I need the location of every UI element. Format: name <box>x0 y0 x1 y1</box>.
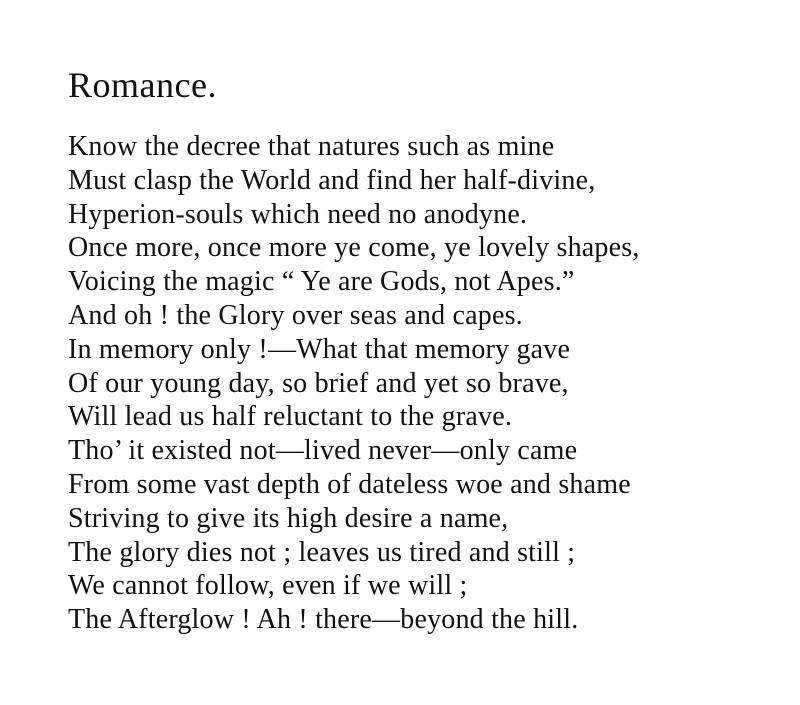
poem-line: Hyperion-souls which need no anodyne. <box>68 198 528 230</box>
poem-line: The glory dies not ; leaves us tired and still ; <box>68 536 576 568</box>
poem-line: From some vast depth of dateless woe and shame <box>68 468 631 500</box>
poem-line: Must clasp the World and find her half-divine, <box>68 164 596 196</box>
poem-line: In memory only !—What that memory gave <box>68 333 571 365</box>
poem-line: Will lead us half reluctant to the grave. <box>68 401 513 433</box>
poem-line: Once more, once more ye come, ye lovely shapes, <box>68 232 640 264</box>
poem-line: We cannot follow, even if we will ; <box>68 570 468 602</box>
poem-body <box>68 130 640 637</box>
poem-line: Of our young day, so brief and yet so brave, <box>68 367 569 399</box>
poem-line: Voicing the magic “ Ye are Gods, not Apes.” <box>68 266 575 298</box>
poem-title: Romance. <box>68 65 217 105</box>
poem-line: And oh ! the Glory over seas and capes. <box>68 299 523 331</box>
poem-line: Striving to give its high desire a name, <box>68 502 509 534</box>
poem-line: Know the decree that natures such as mine <box>68 131 555 162</box>
poem-line: The Afterglow ! Ah ! there—beyond the hill. <box>68 604 579 636</box>
poem-line: Tho’ it existed not—lived never—only came <box>68 435 578 467</box>
